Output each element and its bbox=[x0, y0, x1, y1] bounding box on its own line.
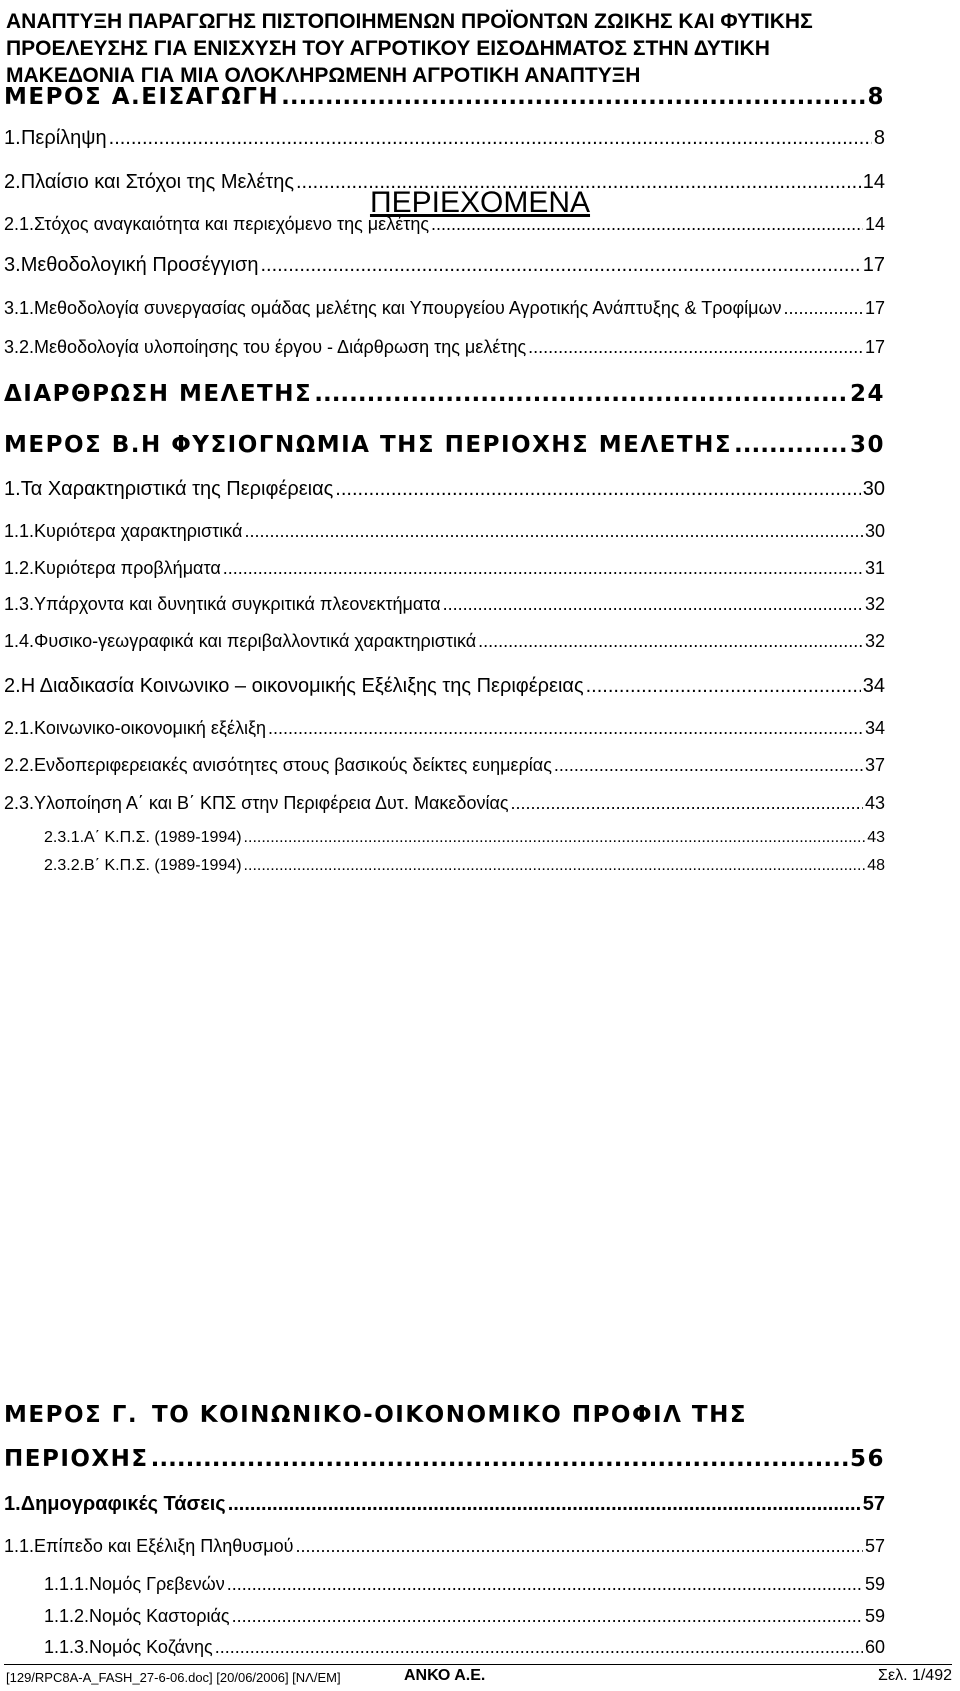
toc-entry[interactable] bbox=[4, 127, 885, 150]
toc-leader bbox=[260, 254, 860, 277]
toc-page: 34 bbox=[862, 675, 885, 697]
toc-entry[interactable] bbox=[4, 432, 885, 458]
toc-entry[interactable] bbox=[44, 1606, 885, 1627]
toc-page: 56 bbox=[849, 1446, 885, 1472]
toc-leader bbox=[554, 755, 863, 776]
toc-leader bbox=[223, 558, 863, 579]
toc-number: 1.1. bbox=[4, 521, 35, 541]
toc-text: Πλαίσιο και Στόχοι της Μελέτης bbox=[20, 171, 294, 193]
toc-entry[interactable] bbox=[44, 1637, 885, 1658]
toc-text: Μεθοδολογία συνεργασίας ομάδας μελέτης και Υπουργείου Αγροτικής Ανάπτυξης & Τροφίμων bbox=[34, 298, 782, 318]
toc-text: Δημογραφικές Τάσεις bbox=[20, 1493, 226, 1515]
toc-leader bbox=[244, 857, 866, 875]
toc-page: 17 bbox=[864, 337, 885, 357]
toc-number: 1. bbox=[4, 478, 21, 500]
toc-number: 3. bbox=[4, 254, 21, 276]
toc-page: 57 bbox=[864, 1536, 885, 1556]
toc-leader bbox=[314, 381, 848, 407]
toc-entry[interactable] bbox=[4, 381, 885, 407]
toc-text: Ενδοπεριφερειακές ανισότητες στους βασικούς δείκτες ευημερίας bbox=[34, 755, 552, 775]
toc-entry[interactable] bbox=[44, 857, 885, 875]
toc-page: 32 bbox=[864, 631, 885, 651]
toc-page: 30 bbox=[864, 521, 885, 541]
toc-title: ΠΕΡΙΕΧΟΜΕΝΑ bbox=[369, 186, 591, 219]
header-line-3: ΜΑΚΕΔΟΝΙΑ ΓΙΑ ΜΙΑ ΟΛΟΚΛΗΡΩΜΕΝΗ ΑΓΡΟΤΙΚΗ ΑΝΑΠΤΥΞΗ bbox=[6, 64, 641, 87]
toc-text: ΤΟ ΚΟΙΝΩΝΙΚΟ-ΟΙΚΟΝΟΜΙΚΟ ΠΡΟΦΙΛ ΤΗΣ bbox=[152, 1402, 748, 1428]
toc-leader bbox=[511, 793, 863, 814]
toc-leader bbox=[227, 1574, 863, 1595]
toc-text: ΕΙΣΑΓΩΓΗ bbox=[141, 84, 280, 110]
toc-leader bbox=[431, 214, 863, 235]
toc-text: Α΄ Κ.Π.Σ. (1989-1994) bbox=[84, 829, 242, 846]
toc-leader bbox=[296, 171, 861, 194]
toc-text: Β΄ Κ.Π.Σ. (1989-1994) bbox=[84, 857, 242, 874]
toc-text: Στόχος αναγκαιότητα και περιεχόμενο της μελέτης bbox=[34, 214, 430, 234]
toc-text: Κυριότερα χαρακτηριστικά bbox=[34, 521, 243, 541]
toc-page: 43 bbox=[867, 829, 885, 846]
toc-entry[interactable] bbox=[4, 631, 885, 652]
toc-text: ΠΕΡΙΟΧΗΣ bbox=[4, 1446, 149, 1472]
footer-page-number: Σελ. 1/492 bbox=[878, 1667, 952, 1684]
page-footer bbox=[6, 1667, 952, 1689]
toc-text: Φυσικο-γεωγραφικά και περιβαλλοντικά χαρακτηριστικά bbox=[34, 631, 477, 651]
toc-number: 2.3.1. bbox=[44, 829, 85, 846]
toc-text: Η ΦΥΣΙΟΓΝΩΜΙΑ ΤΗΣ ΠΕΡΙΟΧΗΣ ΜΕΛΕΤΗΣ bbox=[141, 432, 733, 458]
toc-leader bbox=[244, 829, 866, 847]
toc-text: ΔΙΑΡΘΡΩΣΗ ΜΕΛΕΤΗΣ bbox=[4, 381, 313, 407]
toc-leader bbox=[268, 718, 863, 739]
toc-leader bbox=[109, 127, 872, 150]
toc-page: 37 bbox=[864, 755, 885, 775]
footer-doc-info: [129/RPC8A-A_FASH_27-6-06.doc] [20/06/2006] [ΝΛ/ΕΜ] bbox=[6, 1670, 341, 1685]
toc-entry[interactable] bbox=[4, 793, 885, 814]
toc-entry-part-c-line1[interactable] bbox=[4, 1402, 747, 1428]
toc-leader bbox=[281, 84, 865, 110]
toc-leader bbox=[215, 1637, 863, 1658]
document-header bbox=[6, 8, 946, 89]
toc-text: Επίπεδο και Εξέλιξη Πληθυσμού bbox=[34, 1536, 294, 1556]
toc-entry[interactable] bbox=[44, 829, 885, 847]
toc-leader bbox=[478, 631, 863, 652]
toc-leader bbox=[228, 1493, 861, 1516]
toc-number: ΜΕΡΟΣ Α. bbox=[4, 84, 142, 110]
toc-text: Τα Χαρακτηριστικά της Περιφέρειας bbox=[20, 478, 334, 500]
toc-page: 31 bbox=[864, 558, 885, 578]
toc-number: 2. bbox=[4, 171, 21, 193]
toc-entry[interactable] bbox=[4, 298, 885, 319]
toc-page: 43 bbox=[864, 793, 885, 813]
toc-number: 3.1. bbox=[4, 298, 35, 318]
toc-page: 57 bbox=[862, 1493, 885, 1515]
toc-entry[interactable] bbox=[4, 1446, 885, 1472]
toc-text: Υπάρχοντα και δυνητικά συγκριτικά πλεονεκτήματα bbox=[34, 594, 441, 614]
toc-number: 2.2. bbox=[4, 755, 35, 775]
toc-page: 48 bbox=[867, 857, 885, 874]
toc-text: Η Διαδικασία Κοινωνικο – οικονομικής Εξέλιξης της Περιφέρειας bbox=[20, 675, 584, 697]
toc-leader bbox=[734, 432, 848, 458]
toc-page: 17 bbox=[862, 254, 885, 276]
toc-text: Μεθοδολογική Προσέγγιση bbox=[20, 254, 259, 276]
toc-number: 2. bbox=[4, 675, 21, 697]
toc-leader bbox=[784, 298, 863, 319]
toc-text: Νομός Καστοριάς bbox=[89, 1606, 230, 1626]
toc-entry[interactable] bbox=[4, 521, 885, 542]
toc-number: 3.2. bbox=[4, 337, 35, 357]
toc-entry[interactable] bbox=[4, 718, 885, 739]
toc-page: 17 bbox=[864, 298, 885, 318]
toc-number: 2.3. bbox=[4, 793, 35, 813]
toc-text: Υλοποίηση Α΄ και Β΄ ΚΠΣ στην Περιφέρεια Δυτ. Μακεδονίας bbox=[34, 793, 509, 813]
toc-text: Νομός Κοζάνης bbox=[89, 1637, 213, 1657]
toc-leader bbox=[244, 521, 863, 542]
toc-page: 34 bbox=[864, 718, 885, 738]
toc-page: 59 bbox=[864, 1574, 885, 1594]
toc-page: 60 bbox=[864, 1637, 885, 1657]
toc-text: Νομός Γρεβενών bbox=[89, 1574, 225, 1594]
toc-number: 1.2. bbox=[4, 558, 35, 578]
toc-entry[interactable] bbox=[4, 337, 885, 358]
footer-rule bbox=[4, 1664, 952, 1665]
toc-page: 32 bbox=[864, 594, 885, 614]
toc-leader bbox=[151, 1446, 848, 1472]
toc-entry[interactable] bbox=[44, 1574, 885, 1595]
header-line-1: ΑΝΑΠΤΥΞΗ ΠΑΡΑΓΩΓΗΣ ΠΙΣΤΟΠΟΙΗΜΕΝΩΝ ΠΡΟΪΟΝΤΩΝ ΖΩΙΚΗΣ ΚΑΙ ΦΥΤΙΚΗΣ bbox=[6, 10, 813, 33]
toc-page: 8 bbox=[873, 127, 885, 149]
toc-entry[interactable] bbox=[4, 478, 885, 501]
toc-leader bbox=[295, 1536, 862, 1557]
toc-text: Μεθοδολογία υλοποίησης του έργου - Διάρθρωση της μελέτης bbox=[34, 337, 527, 357]
toc-page: 8 bbox=[867, 84, 885, 110]
toc-page: 30 bbox=[849, 432, 885, 458]
toc-entry[interactable] bbox=[4, 1493, 885, 1516]
toc-page: 14 bbox=[864, 214, 885, 234]
toc-page: 14 bbox=[862, 171, 885, 193]
toc-page: 30 bbox=[862, 478, 885, 500]
header-line-2: ΠΡΟΕΛΕΥΣΗΣ ΓΙΑ ΕΝΙΣΧΥΣΗ ΤΟΥ ΑΓΡΟΤΙΚΟΥ ΕΙΣΟΔΗΜΑΤΟΣ ΣΤΗΝ ΔΥΤΙΚΗ bbox=[6, 37, 770, 60]
toc-number: 1. bbox=[4, 127, 21, 149]
toc-number: 1.1.1. bbox=[44, 1574, 90, 1594]
toc-entry[interactable] bbox=[4, 755, 885, 776]
toc-number: 2.1. bbox=[4, 214, 35, 234]
toc-entry[interactable] bbox=[4, 675, 885, 698]
toc-entry[interactable] bbox=[4, 214, 885, 235]
toc-entry[interactable] bbox=[4, 254, 885, 277]
toc-number: 2.3.2. bbox=[44, 857, 85, 874]
toc-number: 1.1. bbox=[4, 1536, 35, 1556]
footer-company: ΑΝΚΟ Α.Ε. bbox=[404, 1667, 486, 1684]
toc-page: 24 bbox=[849, 381, 885, 407]
toc-number: 1.1.3. bbox=[44, 1637, 90, 1657]
toc-text: Κοινωνικο-οικονομική εξέλιξη bbox=[34, 718, 267, 738]
toc-page: 59 bbox=[864, 1606, 885, 1626]
toc-number: 1. bbox=[4, 1493, 21, 1515]
toc-entry[interactable] bbox=[4, 1536, 885, 1557]
toc-leader bbox=[586, 675, 861, 698]
toc-leader bbox=[443, 594, 863, 615]
toc-text: Κυριότερα προβλήματα bbox=[34, 558, 221, 578]
toc-leader bbox=[335, 478, 860, 501]
toc-entry[interactable] bbox=[4, 171, 885, 194]
toc-entry[interactable] bbox=[4, 594, 885, 615]
toc-entry[interactable] bbox=[4, 84, 885, 110]
toc-leader bbox=[528, 337, 863, 358]
toc-text: Περίληψη bbox=[20, 127, 107, 149]
toc-number: 1.3. bbox=[4, 594, 35, 614]
toc-entry[interactable] bbox=[4, 558, 885, 579]
toc-leader bbox=[232, 1606, 863, 1627]
toc-number: 1.4. bbox=[4, 631, 35, 651]
toc-number: 1.1.2. bbox=[44, 1606, 90, 1626]
toc-number: 2.1. bbox=[4, 718, 35, 738]
toc-number: ΜΕΡΟΣ Γ. bbox=[4, 1402, 139, 1428]
toc-number: ΜΕΡΟΣ Β. bbox=[4, 432, 141, 458]
